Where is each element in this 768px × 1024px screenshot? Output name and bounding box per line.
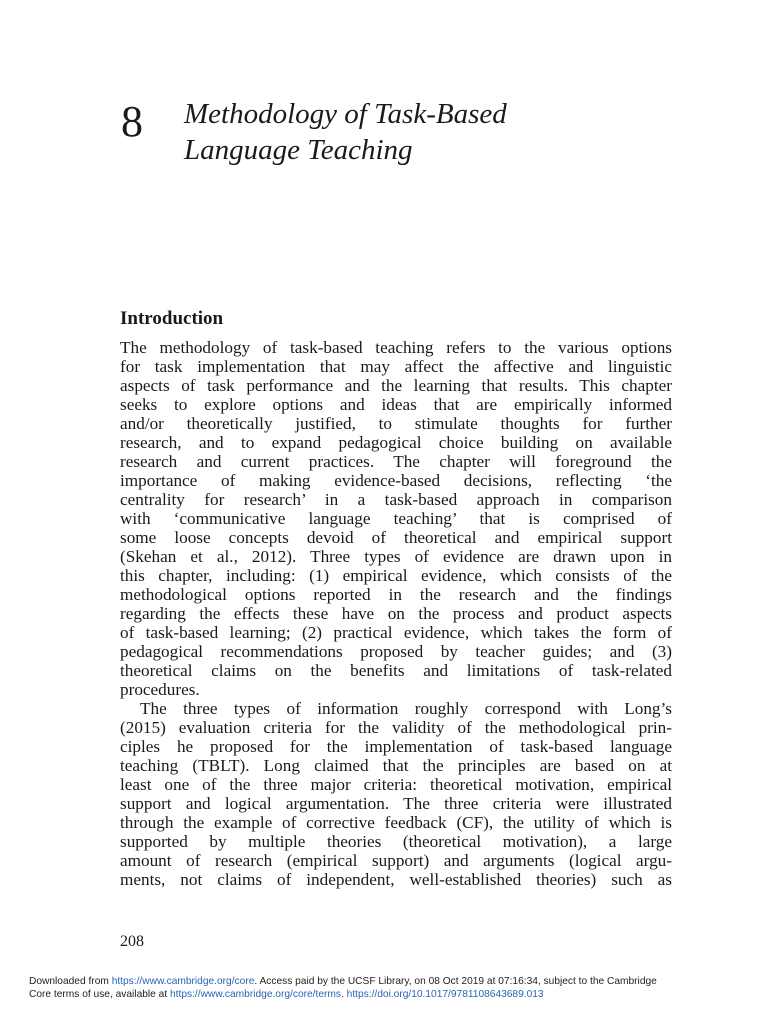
- text-line: and/or theoretically justified, to stimulate thoughts for further: [120, 414, 672, 433]
- text-line: seeks to explore options and ideas that are empirically informed: [120, 395, 672, 414]
- page-number: 208: [120, 933, 144, 950]
- text-line: with ‘communicative language teaching’ that is comprised of: [120, 509, 672, 528]
- section-heading: Introduction: [120, 308, 224, 329]
- cambridge-core-link[interactable]: https://www.cambridge.org/core: [111, 976, 255, 987]
- footer-access-text: . Access paid by the UCSF Library, on 08 Oct 2019 at 07:16:34, subject to the Cambridge: [254, 976, 657, 987]
- chapter-title-line: Methodology of Task-Based: [184, 98, 507, 130]
- doi-link[interactable]: https://doi.org/10.1017/9781108643689.013: [346, 989, 544, 1000]
- text-line: The three types of information roughly correspond with Long’s: [140, 699, 672, 718]
- footer-terms-prefix: Core terms of use, available at: [29, 989, 170, 1000]
- text-line: support and logical argumentation. The three criteria were illustrated: [120, 794, 672, 813]
- text-line: pedagogical recommendations proposed by teacher guides; and (3): [120, 642, 672, 661]
- text-line: theoretical claims on the benefits and limitations of task-related: [120, 661, 672, 680]
- footer-line-1: [29, 975, 739, 988]
- footer-prefix: Downloaded from: [29, 976, 112, 987]
- footer-line-2: [29, 988, 739, 1001]
- footer-separator: .: [340, 989, 347, 1000]
- text-line: (2015) evaluation criteria for the validity of the methodological prin-: [120, 718, 672, 737]
- text-line: regarding the effects these have on the process and product aspects: [120, 604, 672, 623]
- text-line: through the example of corrective feedback (CF), the utility of which is: [120, 813, 672, 832]
- text-line: amount of research (empirical support) and arguments (logical argu-: [120, 851, 672, 870]
- text-line: ments, not claims of independent, well-established theories) such as: [120, 870, 672, 889]
- text-line: of task-based learning; (2) practical evidence, which takes the form of: [120, 623, 672, 642]
- download-footer: [29, 975, 739, 1001]
- text-line: aspects of task performance and the learning that results. This chapter: [120, 376, 672, 395]
- text-line: The methodology of task-based teaching refers to the various options: [120, 338, 672, 357]
- text-line: centrality for research’ in a task-based approach in comparison: [120, 490, 672, 509]
- text-line: supported by multiple theories (theoretical motivation), a large: [120, 832, 672, 851]
- text-line: research and current practices. The chapter will foreground the: [120, 452, 672, 471]
- text-line: methodological options reported in the research and the findings: [120, 585, 672, 604]
- text-line: importance of making evidence-based decisions, reflecting ‘the: [120, 471, 672, 490]
- text-line: for task implementation that may affect the affective and linguistic: [120, 357, 672, 376]
- terms-link[interactable]: https://www.cambridge.org/core/terms: [170, 989, 341, 1000]
- text-line: research, and to expand pedagogical choice building on available: [120, 433, 672, 452]
- text-line: some loose concepts devoid of theoretical and empirical support: [120, 528, 672, 547]
- text-line: (Skehan et al., 2012). Three types of evidence are drawn upon in: [120, 547, 672, 566]
- body-text: [120, 338, 672, 889]
- text-line: teaching (TBLT). Long claimed that the principles are based on at: [120, 756, 672, 775]
- chapter-title: [184, 96, 644, 168]
- text-line: ciples he proposed for the implementation of task-based language: [120, 737, 672, 756]
- text-line: least one of the three major criteria: theoretical motivation, empirical: [120, 775, 672, 794]
- text-line: this chapter, including: (1) empirical evidence, which consists of the: [120, 566, 672, 585]
- text-line: procedures.: [120, 680, 200, 699]
- chapter-title-line: Language Teaching: [184, 134, 413, 166]
- chapter-number: 8: [121, 97, 143, 146]
